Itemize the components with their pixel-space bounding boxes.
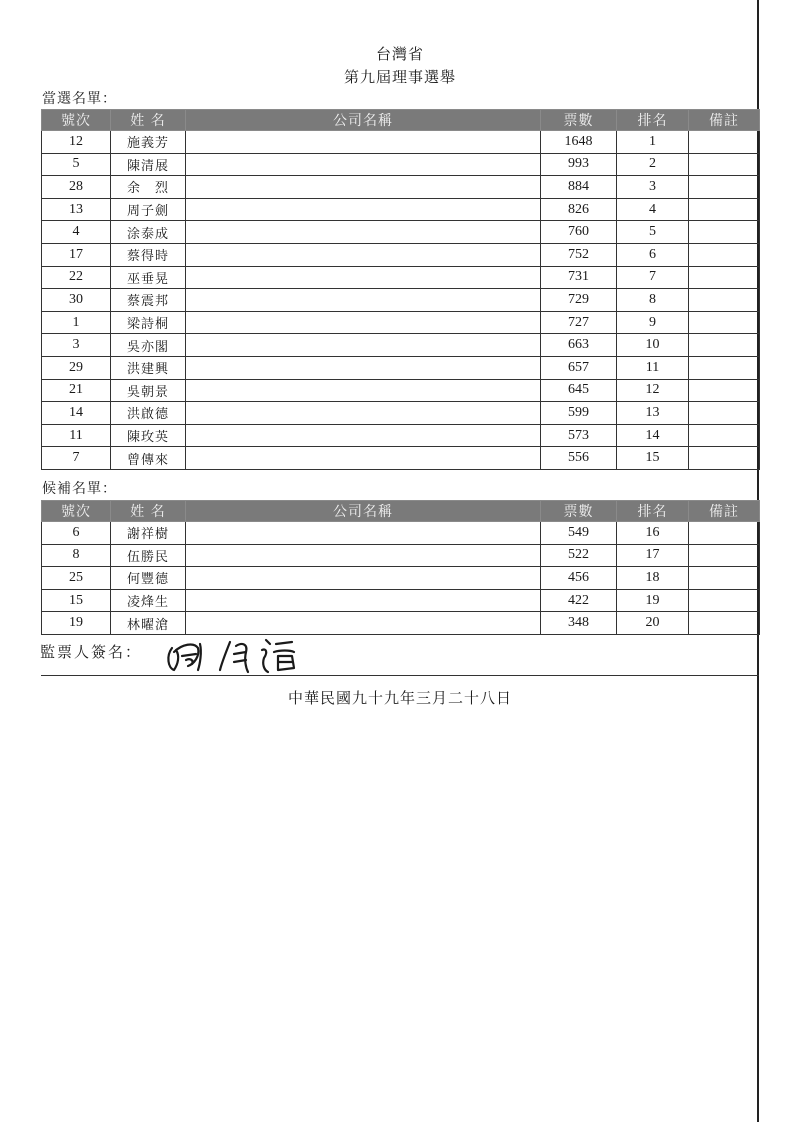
cell-company <box>186 266 541 289</box>
cell-votes: 993 <box>541 153 617 176</box>
table-row <box>42 589 760 612</box>
column-header-company: 公司名稱 <box>186 501 541 522</box>
cell-rank: 3 <box>617 176 689 199</box>
cell-notes <box>689 266 760 289</box>
cell-notes <box>689 131 760 154</box>
cell-rank: 5 <box>617 221 689 244</box>
table-row <box>42 424 760 447</box>
cell-votes: 752 <box>541 243 617 266</box>
column-header-number: 號次 <box>42 501 111 522</box>
elected-table <box>41 109 760 470</box>
cell-notes <box>689 221 760 244</box>
cell-number: 15 <box>42 589 111 612</box>
column-header-votes: 票數 <box>541 501 617 522</box>
table-row <box>42 243 760 266</box>
cell-votes: 663 <box>541 334 617 357</box>
cell-number: 19 <box>42 612 111 635</box>
cell-number: 8 <box>42 544 111 567</box>
cell-notes <box>689 379 760 402</box>
cell-name: 何豐德 <box>111 567 186 590</box>
column-header-notes: 備註 <box>689 501 760 522</box>
cell-company <box>186 334 541 357</box>
cell-notes <box>689 176 760 199</box>
cell-votes: 522 <box>541 544 617 567</box>
cell-notes <box>689 243 760 266</box>
cell-number: 5 <box>42 153 111 176</box>
table-row <box>42 131 760 154</box>
cell-rank: 10 <box>617 334 689 357</box>
column-header-rank: 排名 <box>617 110 689 131</box>
cell-number: 25 <box>42 567 111 590</box>
column-header-number: 號次 <box>42 110 111 131</box>
cell-number: 22 <box>42 266 111 289</box>
cell-name: 陳玫英 <box>111 424 186 447</box>
cell-name: 洪建興 <box>111 356 186 379</box>
cell-rank: 20 <box>617 612 689 635</box>
cell-votes: 348 <box>541 612 617 635</box>
table-row <box>42 379 760 402</box>
document-title: 第九屆理事選舉 <box>343 68 456 86</box>
table-row <box>42 289 760 312</box>
cell-number: 4 <box>42 221 111 244</box>
cell-company <box>186 522 541 545</box>
table-row <box>42 612 760 635</box>
table-row <box>42 334 760 357</box>
cell-name: 謝祥樹 <box>111 522 186 545</box>
cell-rank: 13 <box>617 402 689 425</box>
cell-company <box>186 379 541 402</box>
table-row <box>42 447 760 470</box>
cell-notes <box>689 567 760 590</box>
cell-notes <box>689 544 760 567</box>
cell-rank: 19 <box>617 589 689 612</box>
cell-name: 周子劍 <box>111 198 186 221</box>
cell-number: 14 <box>42 402 111 425</box>
cell-votes: 645 <box>541 379 617 402</box>
cell-notes <box>689 612 760 635</box>
column-header-notes: 備註 <box>689 110 760 131</box>
cell-votes: 729 <box>541 289 617 312</box>
cell-notes <box>689 522 760 545</box>
cell-notes <box>689 289 760 312</box>
cell-rank: 4 <box>617 198 689 221</box>
cell-rank: 16 <box>617 522 689 545</box>
cell-votes: 599 <box>541 402 617 425</box>
cell-notes <box>689 311 760 334</box>
cell-name: 梁詩桐 <box>111 311 186 334</box>
alternates-table <box>41 500 760 635</box>
cell-rank: 15 <box>617 447 689 470</box>
cell-notes <box>689 356 760 379</box>
signature-rule <box>41 675 759 676</box>
cell-notes <box>689 334 760 357</box>
table-row <box>42 266 760 289</box>
cell-rank: 17 <box>617 544 689 567</box>
cell-number: 29 <box>42 356 111 379</box>
column-header-name: 姓 名 <box>111 501 186 522</box>
table-row <box>42 544 760 567</box>
cell-votes: 1648 <box>541 131 617 154</box>
cell-name: 吳亦閣 <box>111 334 186 357</box>
cell-number: 1 <box>42 311 111 334</box>
column-header-company: 公司名稱 <box>186 110 541 131</box>
cell-name: 施義芳 <box>111 131 186 154</box>
cell-name: 曾傳來 <box>111 447 186 470</box>
cell-name: 蔡得時 <box>111 243 186 266</box>
cell-notes <box>689 153 760 176</box>
cell-company <box>186 402 541 425</box>
cell-company <box>186 311 541 334</box>
table-row <box>42 522 760 545</box>
table-row <box>42 221 760 244</box>
cell-company <box>186 243 541 266</box>
table-row <box>42 311 760 334</box>
cell-company <box>186 176 541 199</box>
cell-rank: 14 <box>617 424 689 447</box>
handwritten-signature <box>160 630 310 678</box>
alternates-section-label: 候補名單： <box>42 481 117 497</box>
elected-section-label: 當選名單： <box>42 91 117 107</box>
cell-name: 涂泰成 <box>111 221 186 244</box>
column-header-rank: 排名 <box>617 501 689 522</box>
cell-name: 巫垂晃 <box>111 266 186 289</box>
cell-name: 吳朝景 <box>111 379 186 402</box>
column-header-name: 姓 名 <box>111 110 186 131</box>
elected-table-body <box>42 131 760 470</box>
cell-name: 陳清展 <box>111 153 186 176</box>
cell-number: 28 <box>42 176 111 199</box>
cell-name: 余 烈 <box>111 176 186 199</box>
cell-rank: 8 <box>617 289 689 312</box>
cell-votes: 760 <box>541 221 617 244</box>
cell-company <box>186 198 541 221</box>
cell-votes: 657 <box>541 356 617 379</box>
cell-rank: 11 <box>617 356 689 379</box>
alternates-table-header <box>42 501 760 522</box>
elected-table-header <box>42 110 760 131</box>
cell-votes: 549 <box>541 522 617 545</box>
cell-name: 林曜滄 <box>111 612 186 635</box>
cell-company <box>186 356 541 379</box>
cell-votes: 884 <box>541 176 617 199</box>
cell-notes <box>689 424 760 447</box>
table-row <box>42 153 760 176</box>
signature-label: 監票人簽名： <box>40 643 143 661</box>
cell-rank: 18 <box>617 567 689 590</box>
cell-rank: 6 <box>617 243 689 266</box>
cell-votes: 573 <box>541 424 617 447</box>
cell-company <box>186 221 541 244</box>
cell-notes <box>689 589 760 612</box>
cell-number: 21 <box>42 379 111 402</box>
table-row <box>42 402 760 425</box>
cell-number: 12 <box>42 131 111 154</box>
cell-name: 伍勝民 <box>111 544 186 567</box>
cell-notes <box>689 402 760 425</box>
cell-company <box>186 447 541 470</box>
document-region: 台灣省 <box>375 45 424 63</box>
cell-number: 13 <box>42 198 111 221</box>
cell-company <box>186 424 541 447</box>
cell-name: 洪啟德 <box>111 402 186 425</box>
table-row <box>42 176 760 199</box>
cell-votes: 727 <box>541 311 617 334</box>
cell-company <box>186 589 541 612</box>
cell-rank: 2 <box>617 153 689 176</box>
cell-company <box>186 567 541 590</box>
table-row <box>42 356 760 379</box>
cell-company <box>186 544 541 567</box>
cell-votes: 731 <box>541 266 617 289</box>
table-row <box>42 567 760 590</box>
cell-company <box>186 289 541 312</box>
cell-number: 30 <box>42 289 111 312</box>
cell-number: 7 <box>42 447 111 470</box>
cell-notes <box>689 447 760 470</box>
cell-rank: 1 <box>617 131 689 154</box>
table-row <box>42 198 760 221</box>
cell-rank: 7 <box>617 266 689 289</box>
cell-number: 11 <box>42 424 111 447</box>
cell-rank: 9 <box>617 311 689 334</box>
cell-votes: 826 <box>541 198 617 221</box>
cell-number: 6 <box>42 522 111 545</box>
cell-rank: 12 <box>617 379 689 402</box>
column-header-votes: 票數 <box>541 110 617 131</box>
cell-name: 蔡震邦 <box>111 289 186 312</box>
alternates-table-body <box>42 522 760 635</box>
cell-name: 凌烽生 <box>111 589 186 612</box>
cell-notes <box>689 198 760 221</box>
cell-number: 3 <box>42 334 111 357</box>
cell-votes: 556 <box>541 447 617 470</box>
document-date: 中華民國九十九年三月二十八日 <box>287 689 512 707</box>
cell-company <box>186 131 541 154</box>
cell-votes: 422 <box>541 589 617 612</box>
cell-company <box>186 153 541 176</box>
cell-votes: 456 <box>541 567 617 590</box>
cell-number: 17 <box>42 243 111 266</box>
